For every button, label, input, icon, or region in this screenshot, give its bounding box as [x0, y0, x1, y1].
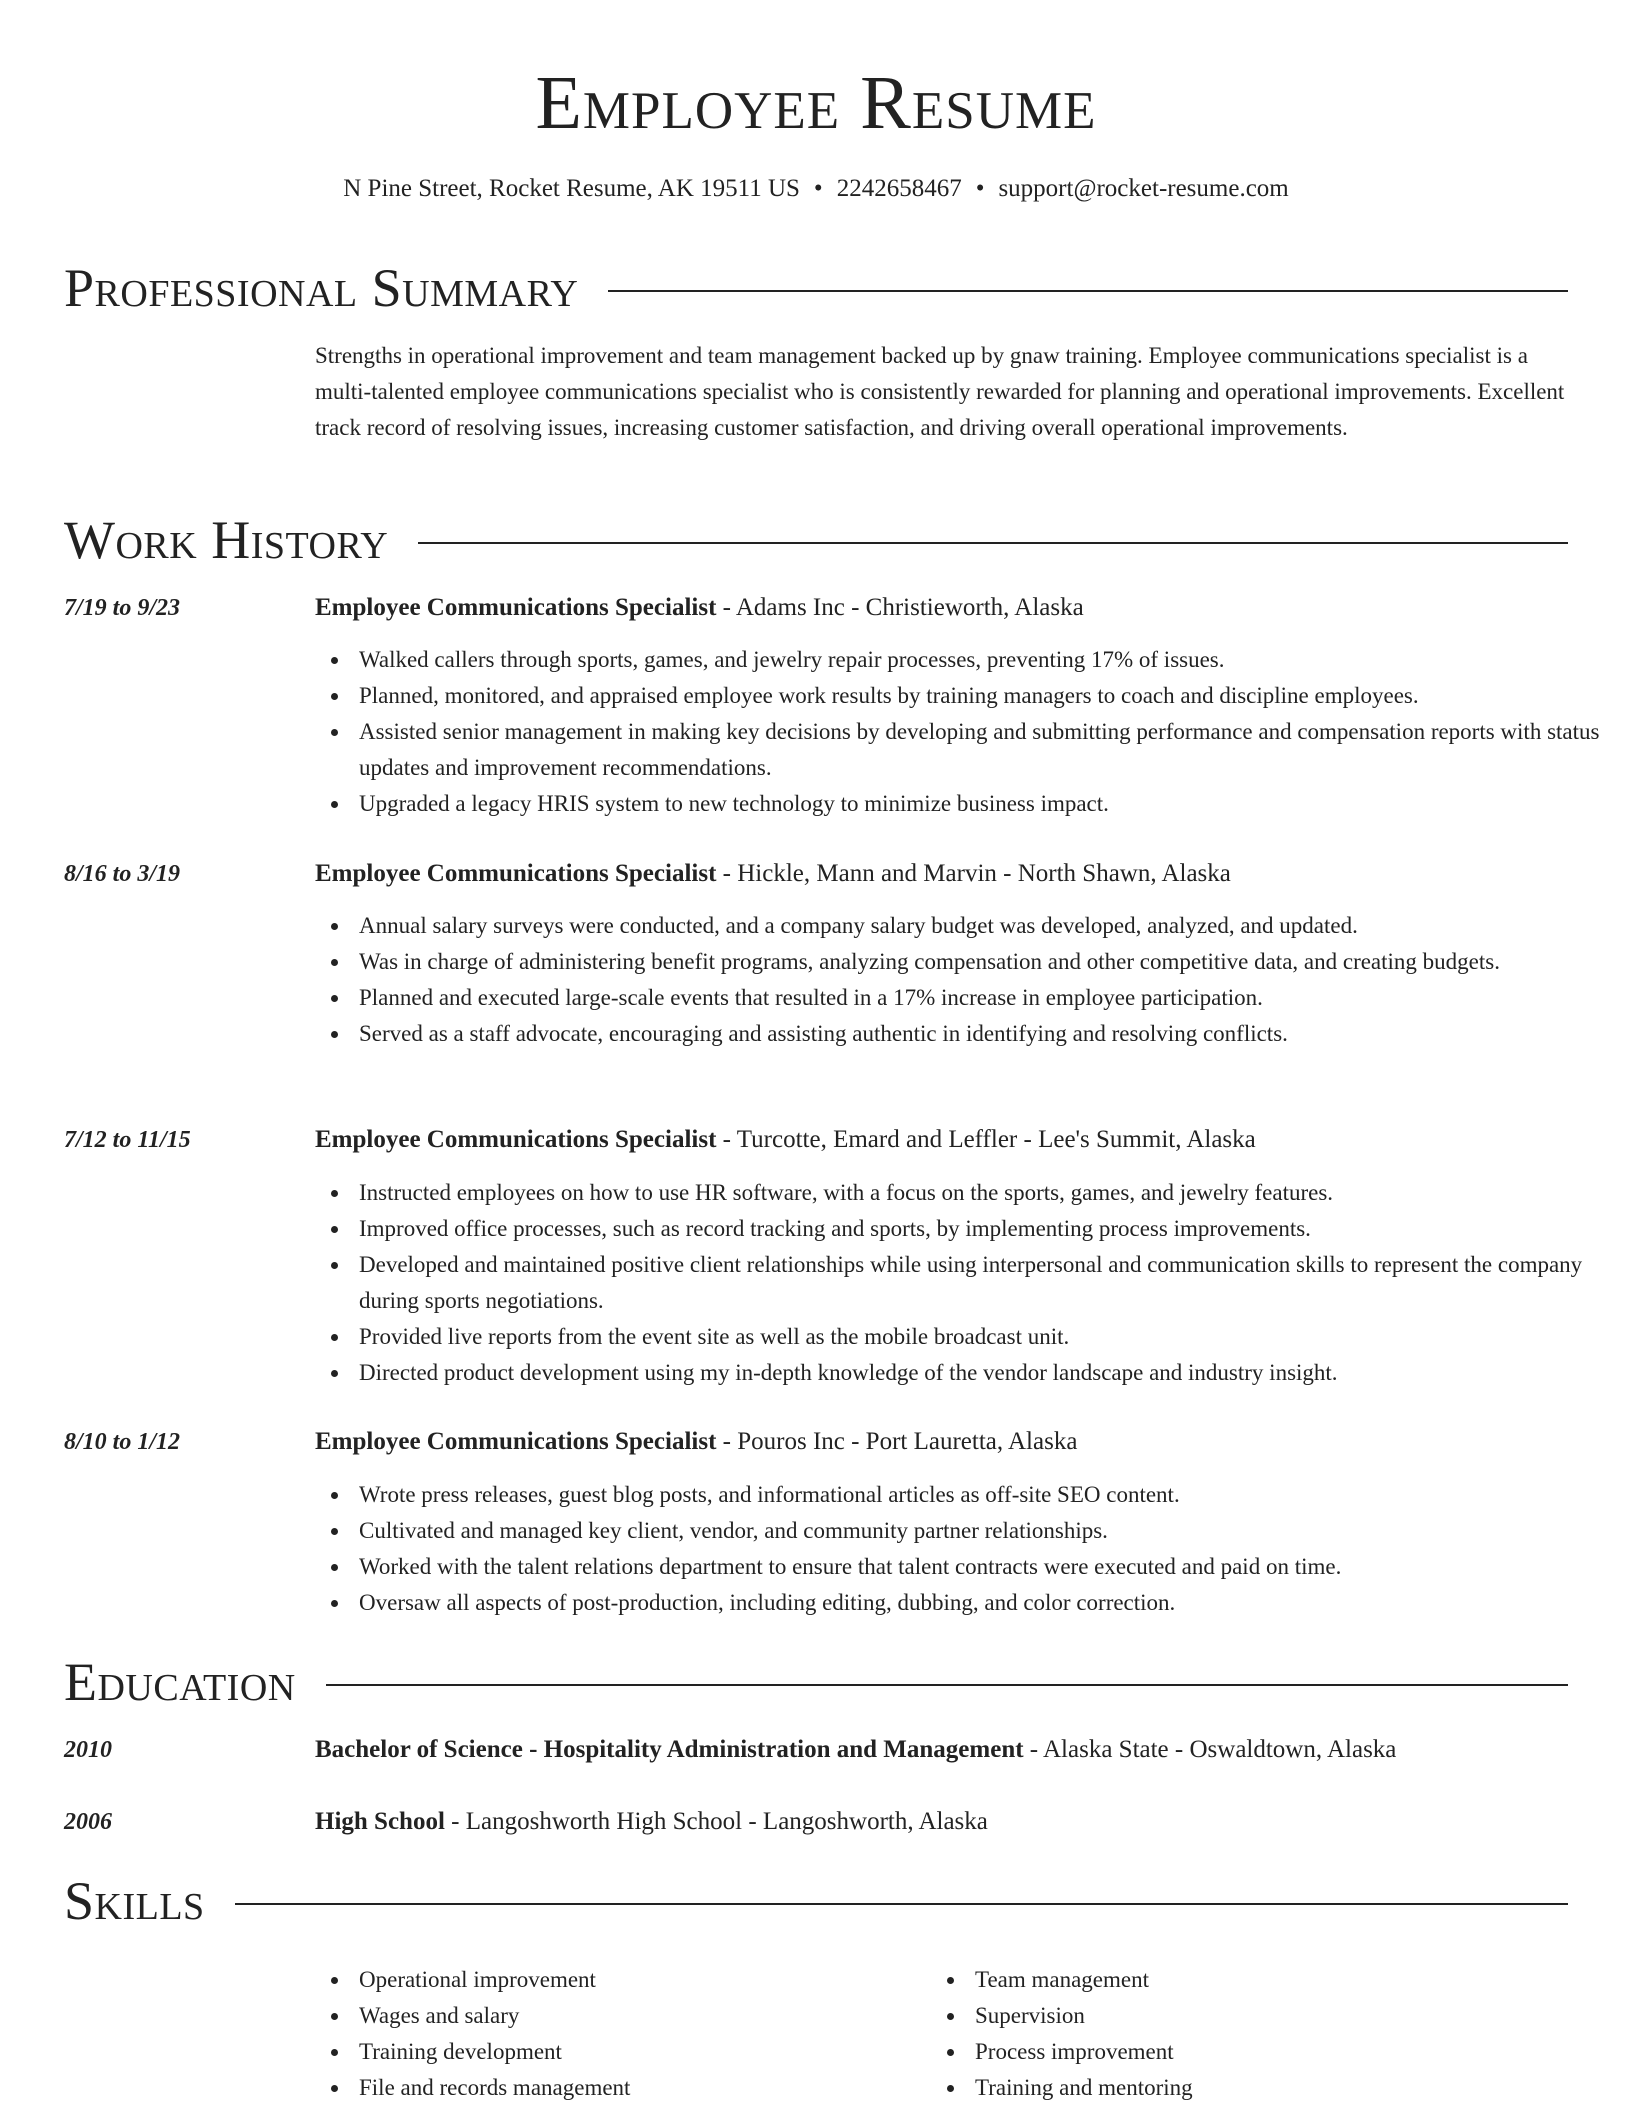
work-bullet: Worked with the talent relations department to ensure that talent contracts were executed and paid on time.: [359, 1549, 1612, 1585]
work-date: 7/19 to 9/23: [64, 595, 181, 621]
skills-column-right: [931, 1962, 1547, 2106]
skill-item: File and records management: [359, 2070, 931, 2106]
resume-name: Employee Resume: [535, 61, 1097, 145]
education-year: 2010: [64, 1737, 112, 1763]
education-section-header: [64, 1647, 1568, 1717]
work-date: 8/16 to 3/19: [64, 861, 181, 887]
education-details: - Langoshworth High School - Langoshworth, Alaska: [444, 1808, 988, 1835]
section-title-work: Work History: [64, 510, 389, 570]
work-title-line: [315, 1424, 1568, 1460]
section-divider: [608, 290, 1568, 292]
section-divider: [326, 1684, 1568, 1686]
work-bullet: Planned, monitored, and appraised employee work results by training managers to coach and discipline employees.: [359, 678, 1612, 714]
contact-separator: •: [813, 175, 823, 202]
work-details: - Hickle, Mann and Marvin - North Shawn, Alaska: [716, 860, 1231, 887]
work-bullets: [315, 642, 1612, 822]
work-details: - Pouros Inc - Port Lauretta, Alaska: [716, 1428, 1078, 1455]
skills-section-header: [64, 1866, 1568, 1936]
work-bullet: Annual salary surveys were conducted, and a company salary budget was developed, analyzed, and updated.: [359, 908, 1612, 944]
contact-email: support@rocket-resume.com: [998, 175, 1289, 202]
section-title-skills: Skills: [64, 1871, 205, 1931]
contact-line: [0, 172, 1632, 206]
education-title-line: [315, 1804, 1568, 1840]
skill-item: Team management: [975, 1962, 1547, 1998]
work-bullet: Directed product development using my in-depth knowledge of the vendor landscape and industry insight.: [359, 1355, 1612, 1391]
contact-address: N Pine Street, Rocket Resume, AK 19511 US: [343, 175, 800, 202]
work-bullet: Walked callers through sports, games, and jewelry repair processes, preventing 17% of issues.: [359, 642, 1612, 678]
work-bullet: Improved office processes, such as record tracking and sports, by implementing process improvements.: [359, 1211, 1612, 1247]
skill-item: Operational improvement: [359, 1962, 931, 1998]
work-bullets: [315, 1175, 1612, 1391]
education-year: 2006: [64, 1809, 112, 1835]
work-details: - Turcotte, Emard and Leffler - Lee's Summit, Alaska: [716, 1126, 1256, 1153]
work-bullet: Upgraded a legacy HRIS system to new technology to minimize business impact.: [359, 786, 1612, 822]
section-title-education: Education: [64, 1652, 296, 1712]
skill-item: Process improvement: [975, 2034, 1547, 2070]
education-details: - Alaska State - Oswaldtown, Alaska: [1023, 1736, 1397, 1763]
work-bullet: Cultivated and managed key client, vendor, and community partner relationships.: [359, 1513, 1612, 1549]
work-bullet: Developed and maintained positive client relationships while using interpersonal and communication skills to represent the company during sports negotiations.: [359, 1247, 1612, 1319]
work-title-line: [315, 856, 1568, 892]
work-bullet: Oversaw all aspects of post-production, including editing, dubbing, and color correction.: [359, 1585, 1612, 1621]
skill-item: Training development: [359, 2034, 931, 2070]
work-role: Employee Communications Specialist: [315, 1126, 717, 1153]
work-bullet: Was in charge of administering benefit programs, analyzing compensation and other competitive data, and creating budgets.: [359, 944, 1612, 980]
work-role: Employee Communications Specialist: [315, 860, 717, 887]
work-date: 8/10 to 1/12: [64, 1429, 181, 1455]
work-bullet: Wrote press releases, guest blog posts, and informational articles as off-site SEO content.: [359, 1477, 1612, 1513]
work-details: - Adams Inc - Christieworth, Alaska: [716, 594, 1084, 621]
work-bullet: Instructed employees on how to use HR software, with a focus on the sports, games, and jewelry features.: [359, 1175, 1612, 1211]
education-degree: Bachelor of Science - Hospitality Administration and Management: [315, 1736, 1024, 1763]
contact-separator: •: [975, 175, 985, 202]
summary-section-header: [64, 253, 1568, 323]
work-bullet: Served as a staff advocate, encouraging and assisting authentic in identifying and resolving conflicts.: [359, 1016, 1612, 1052]
work-role: Employee Communications Specialist: [315, 1428, 717, 1455]
work-title-line: [315, 590, 1568, 626]
skill-item: Supervision: [975, 1998, 1547, 2034]
education-degree: High School: [315, 1808, 445, 1835]
skills-list: [315, 1962, 1568, 2106]
summary-text: Strengths in operational improvement and team management backed up by gnaw training. Employee communications specialist is a multi-talented employee communications specialist who is consistently rewarded for planning and operational improvements. Excellent track record of resolving issues, increasing customer satisfaction, and driving overall operational improvements.: [315, 343, 1565, 440]
education-title-line: [315, 1732, 1568, 1768]
skills-column-left: [315, 1962, 931, 2106]
work-role: Employee Communications Specialist: [315, 594, 717, 621]
skill-item: Training and mentoring: [975, 2070, 1547, 2106]
work-bullet: Assisted senior management in making key decisions by developing and submitting performance and compensation reports with status updates and improvement recommendations.: [359, 714, 1612, 786]
skill-item: Wages and salary: [359, 1998, 931, 2034]
work-bullet: Provided live reports from the event site as well as the mobile broadcast unit.: [359, 1319, 1612, 1355]
work-bullet: Planned and executed large-scale events that resulted in a 17% increase in employee participation.: [359, 980, 1612, 1016]
work-date: 7/12 to 11/15: [64, 1127, 191, 1153]
section-divider: [418, 542, 1568, 544]
work-bullets: [315, 1477, 1612, 1621]
work-title-line: [315, 1122, 1568, 1158]
contact-phone: 2242658467: [836, 175, 962, 202]
work-section-header: [64, 505, 1568, 575]
work-bullets: [315, 908, 1612, 1052]
section-title-summary: Professional Summary: [64, 258, 579, 318]
section-divider: [235, 1903, 1568, 1905]
